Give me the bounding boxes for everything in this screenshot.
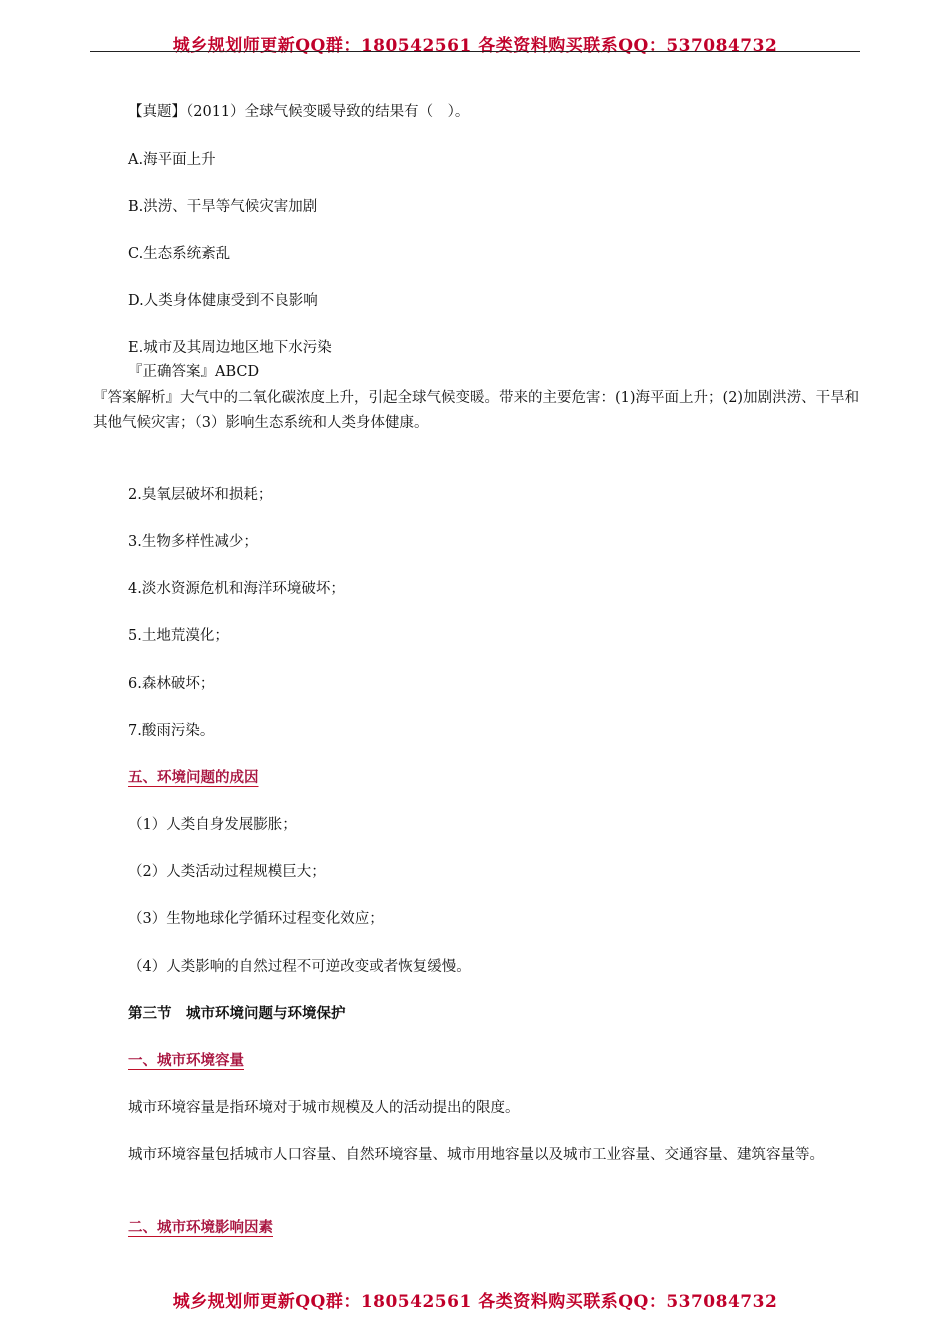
answer-analysis	[93, 386, 860, 436]
option-e: E.城市及其周边地区地下水污染	[128, 340, 332, 356]
option-b: B.洪涝、干旱等气候灾害加剧	[128, 199, 318, 215]
capacity-paragraph-2	[93, 1143, 860, 1168]
capacity-paragraph-2-text: 城市环境容量包括城市人口容量、自然环境容量、城市用地容量以及城市工业容量、交通容量、建筑容量等。	[128, 1147, 824, 1163]
question-stem: 【真题】（2011）全球气候变暖导致的结果有（ ）。	[128, 104, 470, 120]
option-c: C.生态系统紊乱	[128, 246, 231, 262]
list-item: 4.淡水资源危机和海洋环境破坏；	[128, 581, 345, 597]
option-a: A.海平面上升	[128, 152, 216, 168]
chapter-heading: 第三节 城市环境问题与环境保护	[128, 1006, 346, 1022]
section-heading-causes: 五、环境问题的成因	[128, 770, 259, 786]
list-item: 3.生物多样性减少；	[128, 534, 258, 550]
list-item: 2.臭氧层破坏和损耗；	[128, 487, 273, 503]
list-item: 5.土地荒漠化；	[128, 628, 229, 644]
footer-banner: 城乡规划师更新QQ群：180542561 各类资料购买联系QQ：537084732	[172, 1292, 778, 1312]
list-item: 6.森林破坏；	[128, 676, 215, 692]
list-item: 7.酸雨污染。	[128, 723, 215, 739]
section-heading-capacity: 一、城市环境容量	[128, 1053, 244, 1069]
section-heading-factors: 二、城市环境影响因素	[128, 1220, 273, 1236]
cause-item: （4）人类影响的自然过程不可逆改变或者恢复缓慢。	[128, 959, 471, 975]
cause-item: （1）人类自身发展膨胀；	[128, 817, 297, 833]
cause-item: （2）人类活动过程规模巨大；	[128, 864, 326, 880]
header-banner: 城乡规划师更新QQ群：180542561 各类资料购买联系QQ：537084732	[172, 36, 778, 56]
capacity-paragraph-1: 城市环境容量是指环境对于城市规模及人的活动提出的限度。	[128, 1100, 520, 1116]
option-d: D.人类身体健康受到不良影响	[128, 293, 318, 309]
correct-answer: 『正确答案』ABCD	[128, 364, 260, 380]
analysis-text: 『答案解析』大气中的二氧化碳浓度上升，引起全球气候变暖。带来的主要危害：(1)海平面上升；(2)加剧洪涝、干旱和其他气候灾害；（3）影响生态系统和人类身体健康。	[93, 390, 860, 431]
header-rule	[90, 51, 860, 52]
cause-item: （3）生物地球化学循环过程变化效应；	[128, 911, 384, 927]
